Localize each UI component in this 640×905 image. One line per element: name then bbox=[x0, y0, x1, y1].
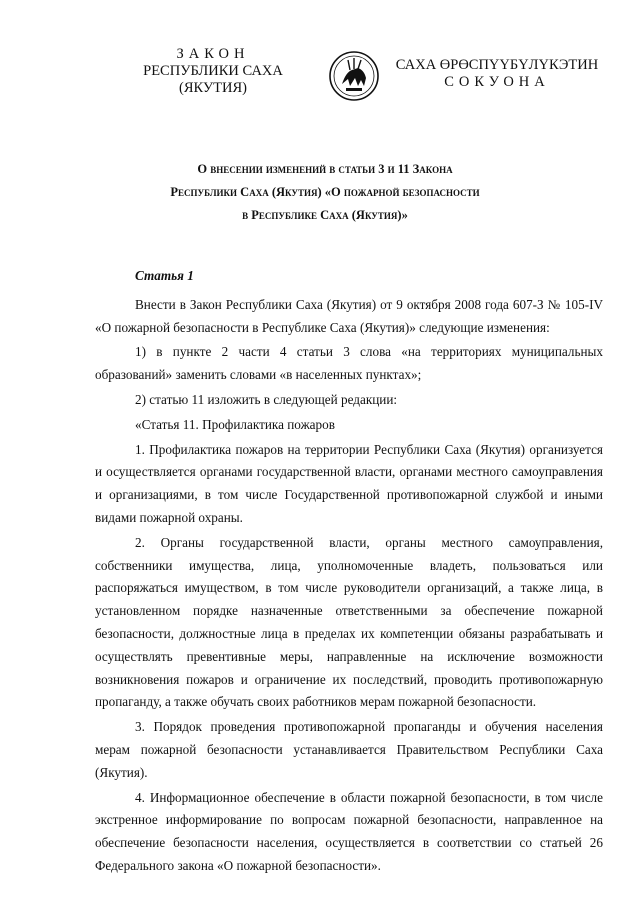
title-line-1: О внесении изменений в статьи 3 и 11 Закона bbox=[197, 162, 453, 176]
document-title bbox=[100, 158, 550, 227]
header-law-label: ЗАКОН bbox=[176, 46, 250, 62]
paragraph: «Статья 11. Профилактика пожаров bbox=[135, 416, 335, 432]
header-left bbox=[108, 46, 318, 97]
paragraph: 3. Порядок проведения противопожарной пропаганды и обучения населения мерам пожарной безопасности устанавливается Правительством Республики Саха (Якутия). bbox=[95, 719, 603, 780]
paragraph: Внести в Закон Республики Саха (Якутия) от 9 октября 2008 года 607-З № 105-IV «О пожарной безопасности в Республике Саха (Якутия)» следующие изменения: bbox=[95, 296, 603, 335]
paragraph: 1. Профилактика пожаров на территории Республики Саха (Якутия) организуется и осуществляется органами государственной власти, органами местного самоуправления и организациями, в том числе Государственной противопожарной службой и иными видами пожарной охраны. bbox=[95, 441, 603, 525]
header-republic-name-sakha: САХА ӨРӨСПҮҮБҮЛҮКЭТИН bbox=[395, 57, 599, 73]
title-line-2: Республики Саха (Якутия) «О пожарной безопасности bbox=[170, 185, 480, 199]
sakha-coat-of-arms-icon bbox=[328, 48, 380, 104]
paragraph: 1) в пункте 2 части 4 статьи 3 слова «на территориях муниципальных образований» заменить словами «в населенных пунктах»; bbox=[95, 344, 603, 383]
header-law-label-sakha: СОКУОНА bbox=[444, 74, 550, 90]
paragraph: 4. Информационное обеспечение в области пожарной безопасности, в том числе экстренное информирование по вопросам пожарной безопасности, направленное на обеспечение безопасности населения, осуществляется в соответствии со статьей 26 Федерального закона «О пожарной безопасности». bbox=[95, 789, 603, 873]
paragraph: 2. Органы государственной власти, органы местного самоуправления, собственники имущества, лица, уполномоченные владеть, пользоваться или распоряжаться имуществом, в том числе руководители организаций, а также лица, в установленном порядке назначенные ответственными за обеспечение пожарной безопасности, должностные лица в пределах их компетенции обязаны разрабатывать и осуществлять превентивные меры, направленные на исключение возможности возникновения пожаров и ограничение их последствий, проводить противопожарную пропаганду, а также обучать своих работников мерам пожарной безопасности. bbox=[95, 534, 603, 710]
paragraph: 2) статью 11 изложить в следующей редакции: bbox=[135, 391, 398, 407]
title-line-3: в Республике Саха (Якутия)» bbox=[242, 208, 408, 222]
header-republic-name: РЕСПУБЛИКИ САХА (ЯКУТИЯ) bbox=[143, 63, 283, 96]
article-heading: Статья 1 bbox=[135, 268, 194, 283]
header-right bbox=[386, 57, 608, 91]
article-body bbox=[95, 265, 603, 878]
